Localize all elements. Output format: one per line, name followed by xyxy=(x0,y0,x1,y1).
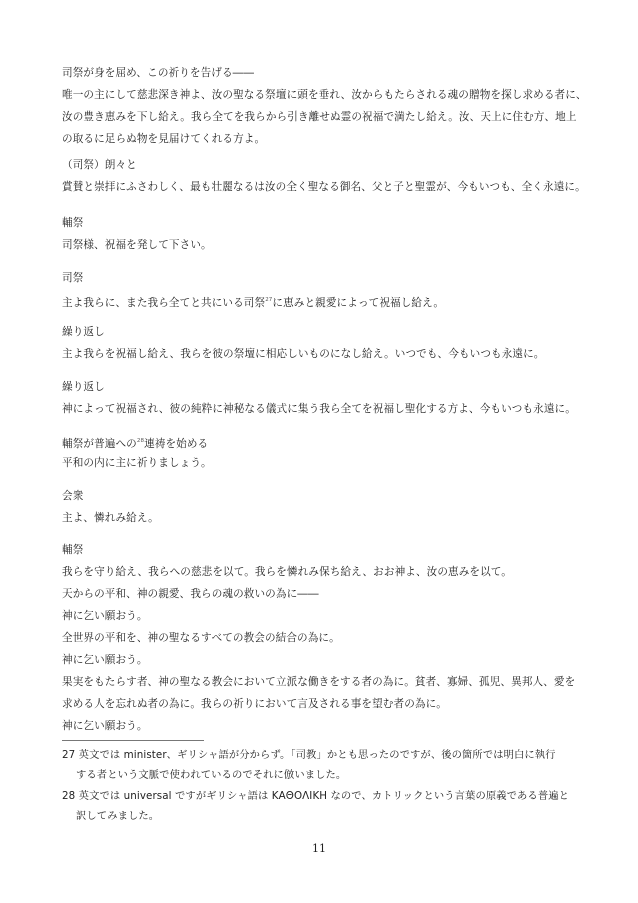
prayer-line: 唯一の主にして慈悲深き神よ、汝の聖なる祭壇に頭を垂れ、汝からもたらされる魂の贈物を探し求める者に、 xyxy=(62,89,587,101)
speaker-label: 会衆 xyxy=(62,490,84,502)
speaker-label: 繰り返し xyxy=(62,326,105,338)
paragraph-doxology xyxy=(62,154,592,198)
prayer-line: の取るに足らぬ物を見届けてくれる方よ。 xyxy=(62,133,266,145)
prayer-line: 神に乞い願おう。 xyxy=(62,654,148,666)
paragraph-litany-start xyxy=(62,430,592,474)
footnote-line: 27 英文では minister、ギリシャ語が分からず。「司教」かとも思ったのですが、後の箇所では明白に執行 xyxy=(62,749,556,761)
footnote-28 xyxy=(62,786,602,826)
prayer-line: 平和の内に主に祈りましょう。 xyxy=(62,457,212,469)
footnote-separator xyxy=(62,740,204,741)
paragraph-priest-blessing xyxy=(62,267,592,311)
prayer-line: 果実をもたらす者、神の聖なる教会において立派な働きをする者の為に。貧者、寡婦、孤児、異邦人、愛を xyxy=(62,676,576,688)
prayer-line: 主よ、憐れみ給え。 xyxy=(62,512,159,524)
speaker-label: 繰り返し xyxy=(62,381,105,393)
prayer-line xyxy=(62,289,592,311)
prayer-line: 求める人を忘れぬ者の為に。我らの祈りにおいて言及される事を望む者の為に。 xyxy=(62,698,447,710)
speaker-label: 司祭 xyxy=(62,272,84,284)
prayer-line: 天からの平和、神の親愛、我らの魂の救いの為に―― xyxy=(62,588,319,600)
text-segment: 連祷を始める xyxy=(144,438,209,450)
footnote-line: 訳してみました。 xyxy=(76,810,160,822)
prayer-line: 主よ我らを祝福し給え、我らを彼の祭壇に相応しいものになし給え。いつでも、今もいつも永遠に。 xyxy=(62,348,545,360)
prayer-line: 神に乞い願おう。 xyxy=(62,610,148,622)
paragraph-deacon-request xyxy=(62,212,592,256)
footnote-ref-28: 28 xyxy=(136,438,145,444)
paragraph-congregation xyxy=(62,485,592,529)
prayer-line: 神に乞い願おう。 xyxy=(62,720,148,732)
paragraph-response-2 xyxy=(62,376,592,420)
text-segment: 輔祭が普遍への xyxy=(62,438,137,450)
prayer-line: 我らを守り給え、我らへの慈悲を以て。我らを憐れみ保ち給え、おお神よ、汝の恵みを以て。 xyxy=(62,566,512,578)
prayer-line: 全世界の平和を、神の聖なるすべての教会の結合の為に。 xyxy=(62,632,340,644)
speaker-label: （司祭）朗々と xyxy=(62,159,137,171)
prayer-line: 賞賛と崇拝にふさわしく、最も壮麗なるは汝の全く聖なる御名、父と子と聖霊が、今もいつも、全く永遠に。 xyxy=(62,181,586,193)
speaker-label: 輔祭 xyxy=(62,217,84,229)
paragraph-deacon-litany xyxy=(62,539,592,737)
footnote-ref-27: 27 xyxy=(265,297,273,303)
text-segment: 主よ我らに、また我ら全てと共にいる司祭 xyxy=(62,297,266,309)
footnote-line: する者という文脈で使われているのでそれに倣いました。 xyxy=(76,769,347,781)
footnote-27 xyxy=(62,745,602,785)
prayer-line: 汝の豊き恵みを下し給え。我ら全てを我らから引き離せぬ霊の祝福で満たし給え。汝、天上に住む方、地上 xyxy=(62,111,577,123)
page-number: 11 xyxy=(312,842,326,855)
paragraph-priest-prayer xyxy=(62,62,592,150)
text-segment: に恵みと親愛によって祝福し給え。 xyxy=(272,297,445,309)
speaker-label: 輔祭 xyxy=(62,544,84,556)
paragraph-response-1 xyxy=(62,321,592,365)
footnote-line: 28 英文では universal ですがギリシャ語は ΚΑΘΟΛΙΚΗ なので、カトリックという言葉の原義である普遍と xyxy=(62,790,570,802)
rubric-line xyxy=(62,430,592,452)
prayer-line: 神によって祝福され、彼の純粋に神秘なる儀式に集う我ら全てを祝福し聖化する方よ、今もいつも永遠に。 xyxy=(62,403,576,415)
prayer-line: 司祭様、祝福を発して下さい。 xyxy=(62,239,212,251)
rubric-line: 司祭が身を屈め、この祈りを告げる―― xyxy=(62,67,255,79)
